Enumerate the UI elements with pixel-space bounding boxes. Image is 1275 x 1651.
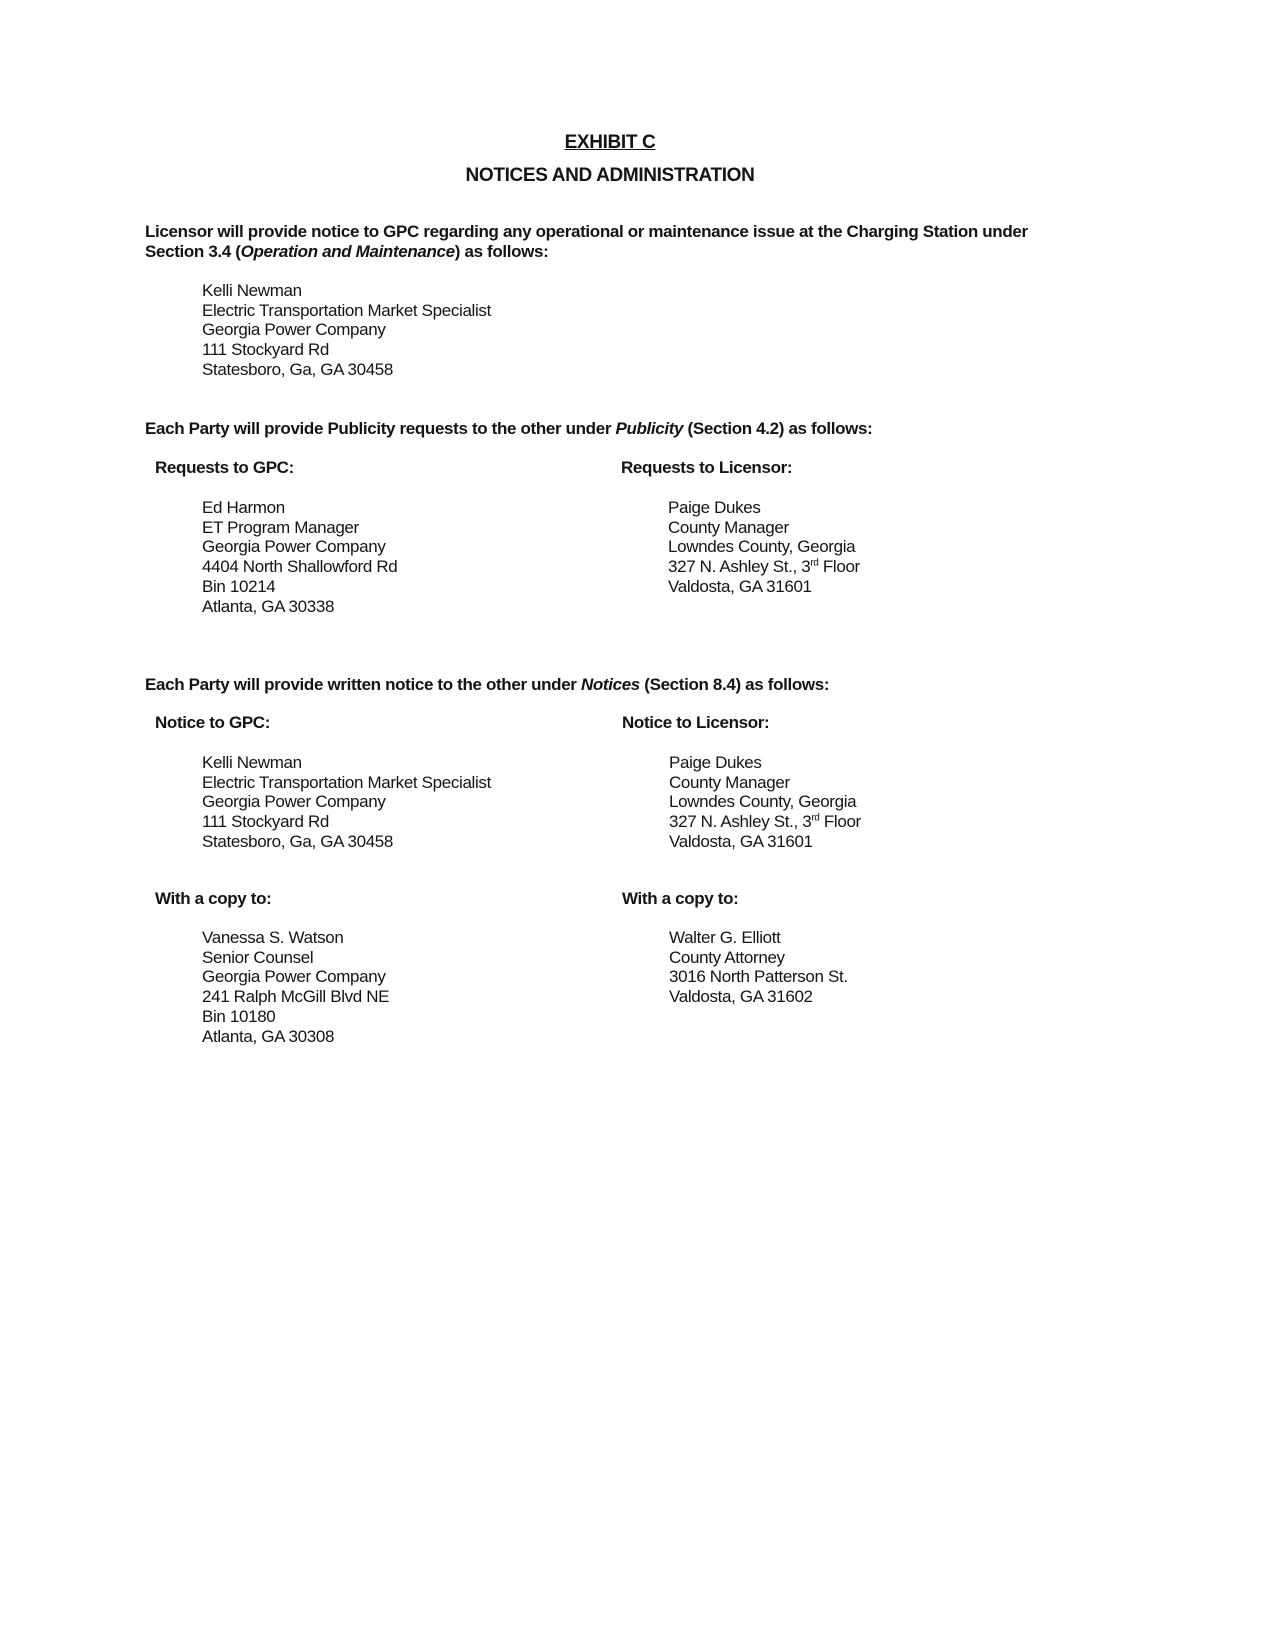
address-line: Statesboro, Ga, GA 30458 [202,831,394,851]
address-line: Georgia Power Company [202,792,386,812]
address-line [668,557,860,577]
address-line: County Attorney [669,947,785,967]
intro-text: (Section 4.2) as follows: [683,419,873,438]
address-text: Floor [819,812,861,832]
address-line: Electric Transportation Market Specialist [202,300,491,320]
address-line: County Manager [668,517,789,537]
address-line: ET Program Manager [202,517,359,537]
address-line: Kelli Newman [202,281,302,300]
licensor-copy-address [669,928,848,1007]
ordinal-superscript: rd [810,557,819,569]
intro-text: Each Party will provide written notice to the other under [145,675,581,694]
address-line: Valdosta, GA 31602 [669,987,813,1007]
address-line: Georgia Power Company [202,320,386,340]
address-line: Georgia Power Company [202,967,386,987]
address-line: Paige Dukes [669,753,762,772]
address-line: 241 Ralph McGill Blvd NE [202,987,390,1007]
intro-italic: Publicity [615,419,684,438]
address-text: Floor [818,557,860,577]
intro-italic: Operation and Maintenance [240,242,455,261]
intro-text: (Section 8.4) as follows: [639,675,830,694]
section1-intro [145,222,1045,262]
address-text: 327 N. Ashley St., 3 [669,812,812,832]
ordinal-superscript: rd [811,812,820,824]
gpc-copy-address [202,928,389,1046]
address-line: Valdosta, GA 31601 [668,576,812,596]
address-line: Walter G. Elliott [669,928,781,947]
notice-to-licensor-address [669,753,861,852]
page-heading: NOTICES AND ADMINISTRATION [465,165,755,186]
address-line: 4404 North Shallowford Rd [202,557,398,577]
address-line: 111 Stockyard Rd [202,812,330,832]
intro-italic: Notices [580,675,640,694]
address-line: 3016 North Patterson St. [669,967,848,987]
address-line: Lowndes County, Georgia [669,792,857,812]
section3-intro [145,675,1045,695]
requests-to-licensor-address [668,498,860,597]
requests-to-licensor-label: Requests to Licensor: [621,458,793,477]
address-line [669,812,861,832]
operations-contact-address [202,281,491,380]
address-line: Ed Harmon [202,498,285,517]
address-line: Atlanta, GA 30338 [202,596,335,616]
intro-text: ) as follows: [454,242,549,261]
notice-to-licensor-label: Notice to Licensor: [622,713,770,732]
address-line: Statesboro, Ga, GA 30458 [202,359,394,379]
requests-to-gpc-address [202,498,397,616]
address-line: Georgia Power Company [202,537,386,557]
section2-intro [145,419,1045,439]
notice-to-gpc-address [202,753,491,852]
address-line: Bin 10180 [202,1006,276,1026]
address-line: Atlanta, GA 30308 [202,1026,335,1046]
address-line: Kelli Newman [202,753,302,772]
address-line: Electric Transportation Market Specialist [202,772,491,792]
address-text: 327 N. Ashley St., 3 [668,557,811,577]
address-line: Senior Counsel [202,947,314,967]
notice-to-gpc-label: Notice to GPC: [155,713,271,732]
address-line: County Manager [669,772,790,792]
address-line: 111 Stockyard Rd [202,340,330,360]
licensor-copy-label: With a copy to: [622,889,739,908]
address-line: Vanessa S. Watson [202,928,344,947]
address-line: Bin 10214 [202,576,276,596]
exhibit-title: EXHIBIT C [564,132,656,153]
intro-text: Each Party will provide Publicity requests to the other under [145,419,616,438]
requests-to-gpc-label: Requests to GPC: [155,458,294,477]
address-line: Valdosta, GA 31601 [669,831,813,851]
gpc-copy-label: With a copy to: [155,889,272,908]
intro-text: Licensor will provide notice to GPC regarding any operational or maintenance issue at the Charging Station under Section 3.4 ( [145,222,1028,261]
address-line: Lowndes County, Georgia [668,537,856,557]
address-line: Paige Dukes [668,498,761,517]
